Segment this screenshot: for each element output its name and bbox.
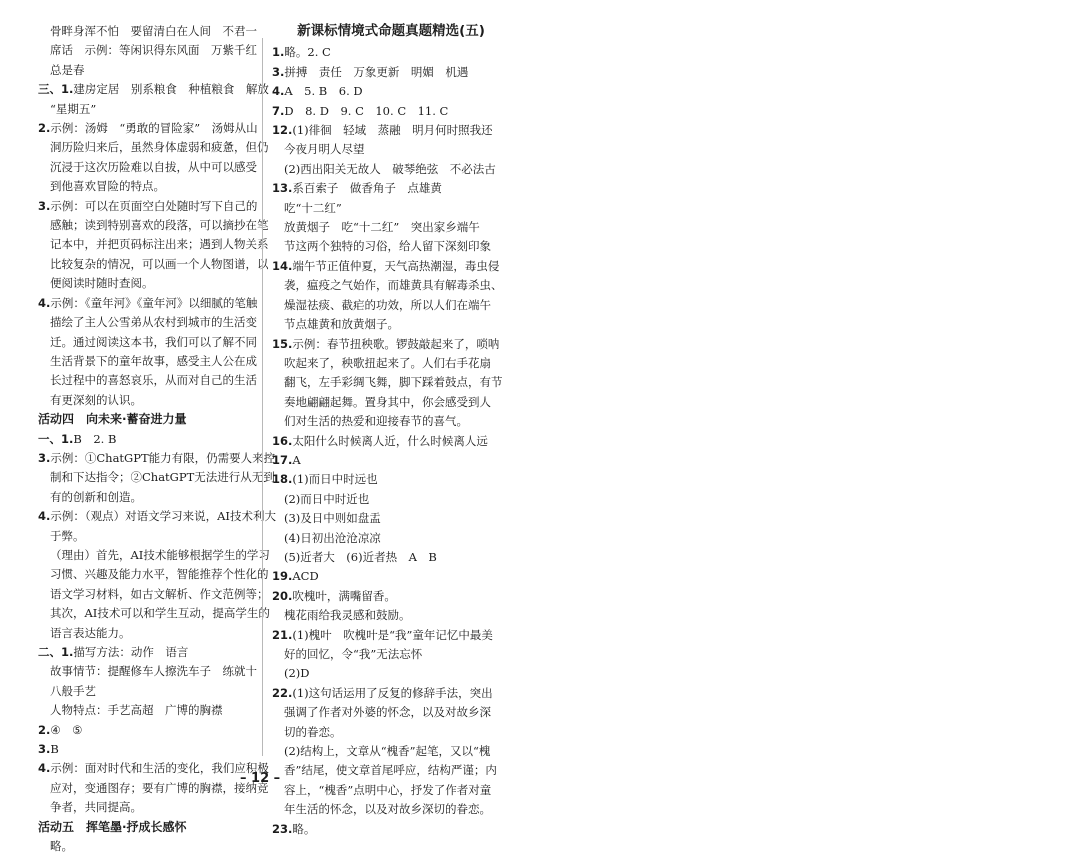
answer-line	[38, 80, 269, 99]
question-number: 4.	[38, 761, 51, 776]
answer-line	[272, 781, 490, 800]
answer-text: 切的眷恋。	[284, 724, 342, 739]
answer-text: 沉浸于这次历险难以自拔，从中可以感受	[50, 159, 257, 174]
answer-text: 生活背景下的童年故事，感受主人公在成	[50, 353, 257, 368]
answer-line	[38, 701, 256, 720]
answer-text: 洞历险归来后，虽然身体虚弱和疲惫，但仍	[50, 140, 269, 155]
answer-text: (1)而日中时远也	[292, 472, 378, 487]
answer-text: （理由）首先，AI技术能够根据学生的学习	[50, 547, 270, 562]
answer-text: 长过程中的喜怒哀乐，从而对自己的生活	[50, 373, 257, 388]
answer-text: 于弊。	[50, 528, 85, 543]
answer-line	[272, 296, 490, 315]
answer-text: 迁。通过阅读这本书，我们可以了解不同	[50, 334, 257, 349]
answer-text: 建房定居 别系粮食 种植粮食 解放	[73, 82, 269, 97]
answer-text: (1)徘徊 轻域 蒸融 明月何时照我还	[292, 123, 493, 138]
answer-line	[272, 412, 490, 431]
answer-line	[38, 61, 256, 80]
answer-text: 示例：汤姆 “勇敢的冒险家” 汤姆从山	[50, 121, 258, 136]
answer-line	[38, 624, 256, 643]
answer-text: 好的回忆，令“我”无法忘怀	[284, 647, 423, 661]
answer-text: 便阅读时随时查阅。	[50, 276, 154, 291]
answer-line	[38, 41, 256, 60]
page-number: – 12 –	[240, 771, 281, 786]
answer-line	[38, 430, 256, 449]
answer-text: 容上，“槐香”点明中心，抒发了作者对童	[284, 782, 492, 797]
answer-text: (5)近者大 (6)近者热 A B	[284, 549, 437, 564]
answer-line	[272, 723, 490, 742]
question-number: 3.	[272, 64, 285, 79]
answer-text: 描绘了主人公雪弟从农村到城市的生活变	[50, 315, 257, 330]
answer-text: 感触；读到特别喜欢的段落，可以摘抄在笔	[50, 218, 269, 233]
answer-line	[38, 585, 269, 604]
question-number: 22.	[272, 685, 293, 700]
answer-text: 比较复杂的情况，可以画一个人物图谱，以	[50, 256, 269, 271]
answer-line	[38, 837, 256, 856]
answer-line	[272, 606, 490, 625]
answer-text: B 2. B	[73, 431, 117, 446]
answer-line	[38, 100, 256, 119]
answer-text: 示例：春节扭秧歌。锣鼓敲起来了，唢呐	[292, 336, 500, 351]
answer-text: 语文学习材料，如古文解析、作文范例等；	[50, 586, 269, 601]
answer-line	[272, 63, 490, 82]
answer-line	[272, 43, 490, 62]
answer-line	[38, 682, 256, 701]
answer-line	[38, 449, 276, 468]
answer-line	[38, 604, 270, 623]
answer-line	[272, 315, 490, 334]
answer-text: 故事情节：提醒修车人擦洗车子 练就十	[50, 664, 257, 679]
answer-line	[38, 177, 256, 196]
answer-text: 节这两个独特的习俗，给人留下深刻印象	[284, 239, 491, 254]
answer-line	[272, 548, 490, 567]
answer-line	[272, 160, 496, 179]
answer-line	[272, 393, 490, 412]
question-number: 4.	[38, 509, 51, 524]
answer-text: 年生活的怀念，以及对故乡深切的眷恋。	[284, 802, 491, 817]
answer-text: 到他喜欢冒险的特点。	[50, 179, 165, 194]
question-number: 17.	[272, 452, 293, 467]
question-number: 2.	[38, 121, 51, 136]
answer-line	[272, 354, 490, 373]
question-number: 19.	[272, 569, 293, 584]
answer-line	[38, 138, 269, 157]
answer-text: 活动五 挥笔墨·抒成长感怀	[38, 819, 187, 834]
answer-text: 示例：《童年河》《童年河》以细腻的笔触	[50, 295, 258, 310]
question-number: 15.	[272, 336, 293, 351]
question-number: 12.	[272, 123, 293, 138]
answer-line	[38, 216, 269, 235]
answer-line	[272, 664, 490, 683]
answer-line	[272, 742, 490, 761]
answer-line	[38, 333, 256, 352]
answer-text: 强调了作者对外婆的怀念，以及对故乡深	[284, 705, 491, 720]
answer-line	[38, 294, 256, 313]
answer-text: 袭，瘟疫之气始作，而雄黄具有解毒杀虫、	[284, 278, 503, 293]
answer-line	[38, 527, 256, 546]
question-number: 3.	[38, 450, 51, 465]
answer-text: 系百索子 做香角子 点雄黄	[292, 181, 442, 196]
answer-line	[272, 432, 490, 451]
answer-line	[38, 274, 256, 293]
answer-text: 有更深刻的认识。	[50, 392, 142, 407]
answer-line	[272, 820, 490, 839]
answer-text: 八般手艺	[50, 683, 96, 698]
answer-line	[272, 703, 490, 722]
answer-text: (1)这句话运用了反复的修辞手法，突出	[292, 685, 493, 700]
answer-text: 节点雄黄和放黄烟子。	[284, 317, 399, 332]
answer-text: A 5. B 6. D	[284, 84, 363, 99]
answer-line	[38, 721, 256, 740]
answer-line	[38, 643, 256, 662]
answer-line	[38, 255, 269, 274]
answer-line	[38, 779, 269, 798]
answer-line	[38, 352, 256, 371]
answer-line	[272, 335, 500, 354]
answer-text: 香”结尾，使文章首尾呼应，结构严谨；内	[284, 763, 497, 778]
answer-text: 端午节正值仲夏，天气高热潮湿，毒虫侵	[292, 258, 500, 273]
question-number: 21.	[272, 627, 293, 642]
answer-line	[38, 546, 270, 565]
answer-text: 略。2. C	[284, 45, 331, 60]
question-number: 1.	[272, 45, 285, 60]
activity-heading	[38, 818, 256, 837]
question-number: 一、1.	[38, 431, 74, 446]
answer-text: (2)而日中时近也	[284, 491, 370, 506]
answer-line	[38, 759, 269, 778]
answer-line	[272, 179, 490, 198]
answer-text: (3)及日中则如盘盂	[284, 511, 381, 526]
answer-text: 记本中，并把页码标注出来；遇到人物关系	[50, 237, 269, 252]
answer-line	[38, 313, 256, 332]
answer-text: A	[292, 452, 301, 467]
answer-text: 吹起来了，秧歌扭起来了。人们右手花扇	[284, 355, 491, 370]
answer-line	[272, 800, 490, 819]
activity-heading	[38, 410, 256, 429]
question-number: 13.	[272, 181, 293, 196]
answer-text: ④ ⑤	[50, 722, 83, 737]
question-number: 二、1.	[38, 645, 74, 659]
answer-text: 示例：（观点）对语文学习来说，AI技术利大	[50, 509, 276, 524]
answer-text: 示例：①ChatGPT能力有限，仍需要人来控	[50, 450, 276, 465]
answer-text: 略。	[50, 839, 73, 854]
answer-text: 们对生活的热爱和迎接春节的喜气。	[284, 414, 468, 429]
answer-line	[38, 391, 256, 410]
answer-text: (1)槐叶 吹槐叶是“我”童年记忆中最美	[292, 627, 493, 642]
answer-text: ACD	[292, 569, 319, 584]
answer-line	[272, 257, 500, 276]
answer-line	[272, 684, 493, 703]
answer-text: 描写方法：动作 语言	[73, 645, 189, 659]
answer-line	[272, 490, 490, 509]
answer-line	[272, 218, 490, 237]
answer-text: 应对，变通图存；要有广博的胸襟，接纳竞	[50, 780, 269, 795]
answer-line	[272, 645, 490, 664]
answer-text: 略。	[292, 821, 316, 836]
answer-line	[38, 565, 269, 584]
question-number: 3.	[38, 742, 51, 757]
answer-line	[272, 451, 490, 470]
answer-line	[38, 740, 256, 759]
answer-line	[38, 488, 256, 507]
answer-text: 翻飞，左手彩绸飞舞，脚下踩着鼓点，有节	[284, 375, 503, 390]
answer-line	[38, 662, 256, 681]
answer-text: 奏地翩翩起舞。置身其中，你会感受到人	[284, 394, 491, 409]
answer-text: (2)西出阳关无故人 破琴绝弦 不必法古	[284, 161, 496, 176]
answer-line	[38, 119, 256, 138]
answer-line	[272, 567, 490, 586]
answer-text: 人物特点：手艺高超 广博的胸襟	[50, 703, 223, 718]
answer-text: 槐花雨给我灵感和鼓励。	[284, 608, 411, 623]
answer-line	[272, 373, 503, 392]
question-number: 4.	[272, 84, 285, 99]
question-number: 18.	[272, 472, 293, 487]
answer-line	[272, 470, 490, 489]
answer-line	[272, 102, 490, 121]
answer-text: 吃“十二红”	[284, 200, 342, 215]
question-number: 4.	[38, 295, 51, 310]
answer-text: (4)日初出沧沧凉凉	[284, 530, 381, 545]
question-number: 3.	[38, 198, 51, 213]
answer-text: 制和下达指令；②ChatGPT无法进行从无到	[50, 470, 275, 485]
answer-line	[272, 199, 490, 218]
answer-text: 总是春	[50, 62, 85, 77]
question-number: 三、1.	[38, 82, 74, 97]
answer-text: 拼搏 责任 万象更新 明媚 机遇	[284, 64, 469, 79]
answer-text: 吹槐叶，满嘴留香。	[292, 588, 396, 603]
answer-line	[272, 82, 490, 101]
answer-line	[272, 276, 503, 295]
answer-line	[272, 529, 490, 548]
answer-text: 有的创新和创造。	[50, 489, 142, 504]
answer-text: 示例：面对时代和生活的变化，我们应积极	[50, 761, 269, 776]
question-number: 16.	[272, 433, 293, 448]
answer-text: “星期五”	[50, 101, 97, 116]
question-number: 23.	[272, 821, 293, 836]
answer-line	[38, 468, 275, 487]
answer-line	[38, 197, 256, 216]
question-number: 7.	[272, 103, 285, 118]
question-number: 2.	[38, 722, 51, 737]
answer-line	[38, 371, 256, 390]
answer-text: D 8. D 9. C 10. C 11. C	[284, 103, 449, 118]
answer-line	[272, 237, 490, 256]
question-number: 20.	[272, 588, 293, 603]
answer-line	[38, 158, 256, 177]
answer-text: 燥湿祛痰、截疟的功效，所以人们在端午	[284, 297, 491, 312]
answer-text: 太阳什么时候离人近，什么时候离人远	[292, 433, 488, 448]
answer-text: 示例：可以在页面空白处随时写下自己的	[50, 198, 258, 213]
answer-text: 骨畔身浑不怕 要留清白在人间 不君一	[50, 24, 257, 38]
section-title: 新课标情境式命题真题精选(五)	[297, 23, 485, 39]
question-number: 14.	[272, 258, 293, 273]
answer-text: 放黄烟子 吃“十二红” 突出家乡端午	[284, 220, 480, 235]
answer-line	[272, 761, 497, 780]
answer-text: 习惯、兴趣及能力水平，智能推荐个性化的	[50, 567, 269, 582]
answer-line	[272, 509, 490, 528]
column-divider	[262, 38, 263, 756]
answer-line	[272, 587, 490, 606]
answer-text: B	[50, 742, 59, 757]
answer-line	[38, 235, 269, 254]
answer-text: (2)结构上，文章从“槐香”起笔，又以“槐	[284, 744, 491, 759]
answer-text: 席话 示例：等闲识得东风面 万紫千红	[50, 43, 257, 58]
answer-line	[38, 798, 256, 817]
right-answer-column	[272, 22, 503, 839]
answer-text: (2)D	[284, 666, 310, 681]
answer-text: 活动四 向未来·蓄奋进力量	[38, 412, 187, 427]
answer-text: 今夜月明人尽望	[284, 142, 365, 157]
answer-line	[272, 626, 493, 645]
answer-line	[38, 22, 256, 41]
answer-text: 争者，共同提高。	[50, 800, 142, 815]
answer-line	[272, 121, 493, 140]
answer-line	[272, 140, 490, 159]
answer-text: 语言表达能力。	[50, 625, 131, 640]
answer-line	[38, 507, 276, 526]
answer-text: 其次，AI技术可以和学生互动，提高学生的	[50, 606, 270, 621]
